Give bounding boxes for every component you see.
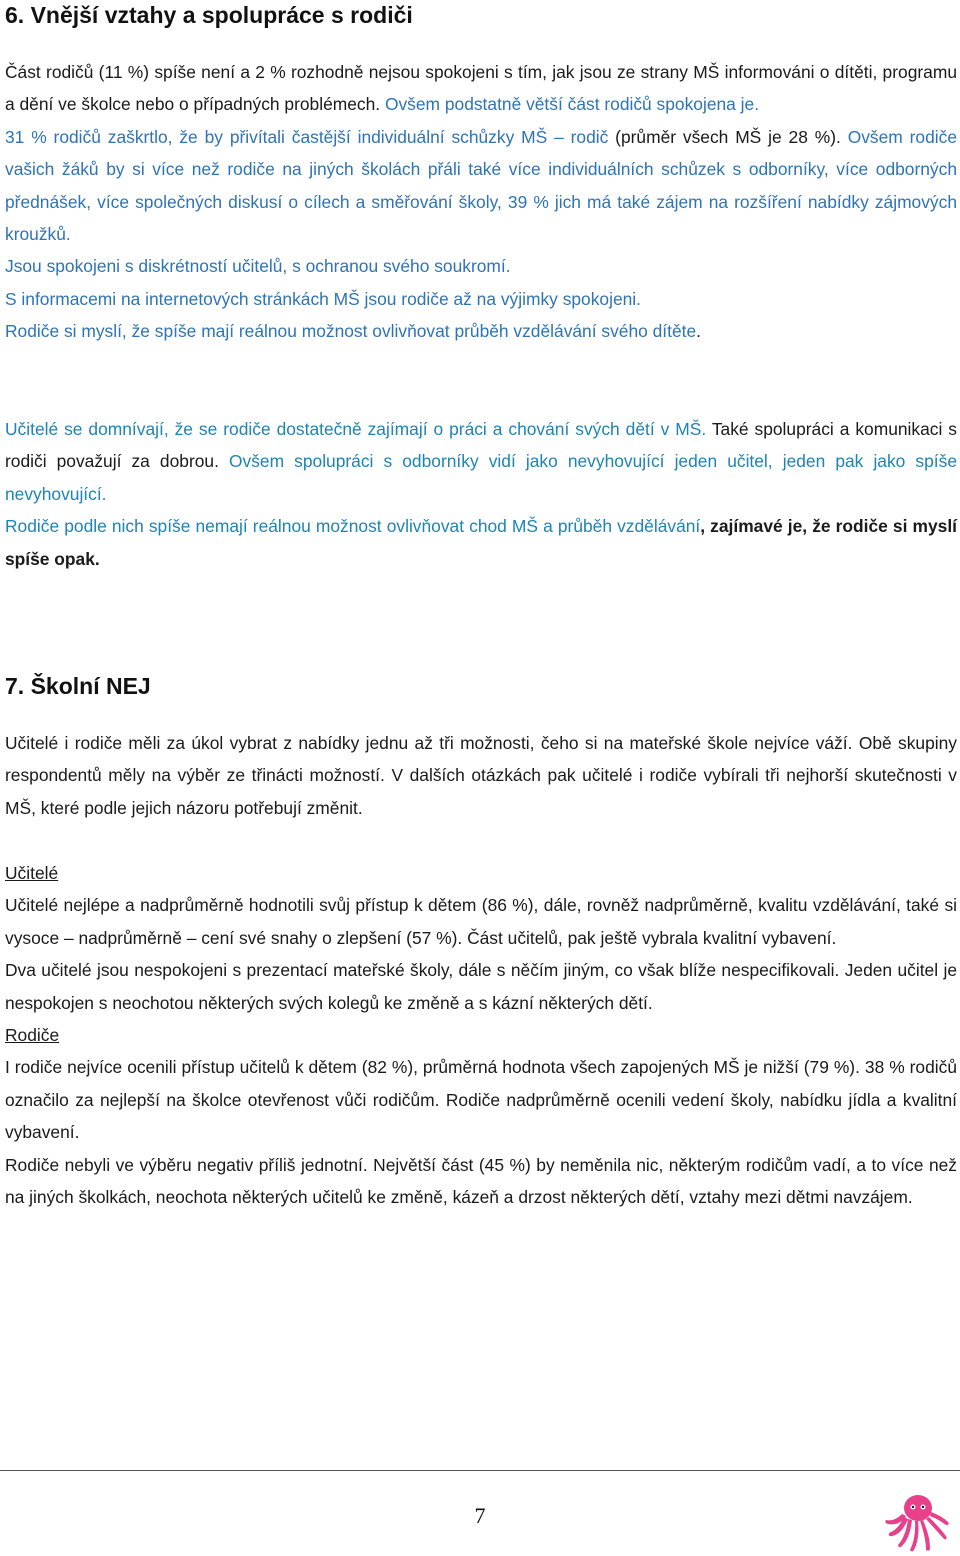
- highlighted-text: Ovšem rodiče vašich žáků by si více než rodiče na jiných školách přáli také více individuálních schůzek s odborníky, více odborných přednášek, více společných diskusí o cílech a směřování školy, 39 % jich má také zájem na rozšíření nabídky zájmových kroužků.: [5, 126, 957, 245]
- section-7-details: [5, 857, 957, 1213]
- subheading-text: Učitelé: [5, 863, 59, 883]
- paragraph-website: S informacemi na internetových stránkách MŠ jsou rodiče až na výjimky spokojeni.: [5, 288, 641, 309]
- highlighted-text: 31 % rodičů zaškrtlo, že by přivítali častější individuální schůzky MŠ – rodič: [5, 126, 609, 147]
- parents-subheading: [5, 1019, 957, 1051]
- bold-text: , zajímavé je, že rodiče si myslí spíše opak.: [5, 516, 957, 569]
- page-number: 7: [474, 1503, 486, 1528]
- text-span: Část rodičů (11 %) spíše není a 2 % rozhodně nejsou spokojeni s tím, jak jsou ze strany MŠ informováni o dítěti, programu a dění ve školce nebo o případných problémech.: [5, 62, 957, 115]
- section-7-heading: 7. Školní NEJ: [5, 673, 151, 699]
- paragraph-teachers-worst: Dva učitelé jsou nespokojeni s prezentací mateřské školy, dále s něčím jiným, co však blíže nespecifikovali. Jeden učitel je nespokojen s neochotou některých svých kolegů ke změně a s kázní některých dětí.: [5, 960, 957, 1013]
- teachers-subheading: [5, 857, 957, 889]
- section-6-body: [5, 56, 957, 348]
- highlighted-text: Rodiče si myslí, že spíše mají reálnou možnost ovlivňovat průběh vzdělávání svého dítěte: [5, 321, 697, 342]
- highlighted-text: Učitelé se domnívají, že se rodiče dostatečně zajímají o práci a chování svých dětí v MŠ.: [5, 419, 707, 439]
- section-7-body: [5, 727, 957, 824]
- text-span: .: [696, 321, 701, 342]
- paragraph-parents-information: [5, 56, 957, 121]
- octopus-logo-icon: [880, 1492, 950, 1554]
- text-span: Také spolupráci a komunikaci s rodiči považují za dobrou.: [5, 419, 957, 472]
- paragraph-individual-meetings: [5, 121, 957, 251]
- paragraph-influence: [5, 315, 957, 347]
- paragraph-discretion: Jsou spokojeni s diskrétností učitelů, s ochranou svého soukromí.: [5, 256, 511, 277]
- paragraph-teachers-best: Učitelé nejlépe a nadprůměrně hodnotili svůj přístup k dětem (86 %), dále, rovněž nadprůměrně, kvalitu vzdělávání, také si vysoce – nadprůměrně – cení své snahy o zlepšení (57 %). Část učitelů, pak ještě vybrala kvalitní vybavení.: [5, 895, 957, 948]
- section-6-teachers-body: [5, 413, 957, 575]
- text-span: (průměr všech MŠ je 28 %).: [608, 126, 841, 147]
- section-6-heading: 6. Vnější vztahy a spolupráce s rodiči: [5, 2, 413, 28]
- subheading-text: Rodiče: [5, 1025, 60, 1046]
- paragraph-parents-worst: Rodiče nebyli ve výběru negativ příliš jednotní. Největší část (45 %) by neměnila nic, některým rodičům vadí, a to více než na jiných školkách, neochota některých učitelů ke změně, kázeň a drzost některých dětí, vztahy mezi dětmi navzájem.: [5, 1154, 957, 1208]
- paragraph-teachers-influence: [5, 510, 957, 575]
- highlighted-text: Ovšem spolupráci s odborníky vidí jako nevyhovující jeden učitel, jeden pak jako spíše nevyhovující.: [5, 451, 957, 504]
- paragraph-teachers-opinion: [5, 413, 957, 510]
- highlighted-text: Ovšem podstatně větší část rodičů spokojena je.: [380, 94, 760, 115]
- paragraph-intro: Učitelé i rodiče měli za úkol vybrat z nabídky jednu až tři možnosti, čeho si na mateřské škole nejvíce váží. Obě skupiny respondentů měly na výběr ze třinácti možností. V dalších otázkách pak učitelé i rodiče vybírali tři nejhorší skutečnosti v MŠ, které podle jejich názoru potřebují změnit.: [5, 733, 957, 818]
- paragraph-parents-best: I rodiče nejvíce ocenili přístup učitelů k dětem (82 %), průměrná hodnota všech zapojených MŠ je nižší (79 %). 38 % rodičů označilo za nejlepší na školce otevřenost vůči rodičům. Rodiče nadprůměrně ocenili vedení školy, nabídku jídla a kvalitní vybavení.: [5, 1057, 957, 1143]
- highlighted-text: Rodiče podle nich spíše nemají reálnou možnost ovlivňovat chod MŠ a průběh vzdělávání: [5, 516, 701, 537]
- footer-divider: [0, 1470, 960, 1471]
